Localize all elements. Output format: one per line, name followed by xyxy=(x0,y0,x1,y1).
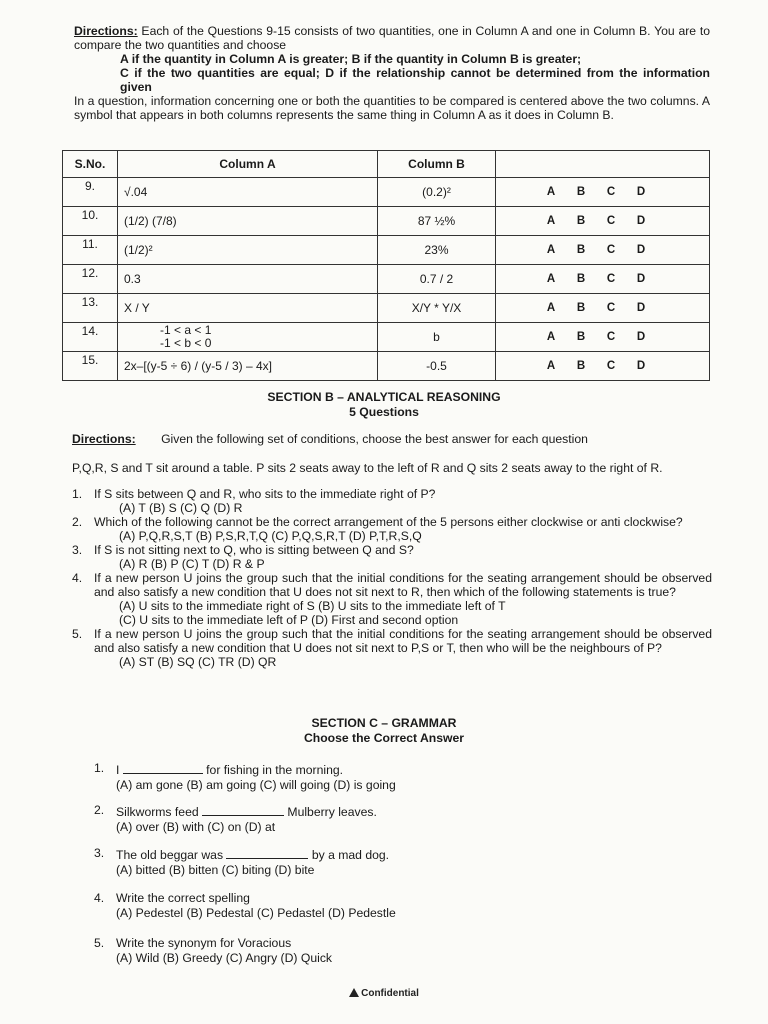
grammar-question xyxy=(94,761,714,793)
answer-a[interactable]: A xyxy=(546,331,556,343)
answer-b[interactable]: B xyxy=(576,273,586,285)
table-row xyxy=(63,236,710,265)
row-sno: 12. xyxy=(63,265,118,294)
answer-a[interactable]: A xyxy=(546,360,556,372)
table-row xyxy=(63,294,710,323)
option-ab-text: A if the quantity in Column A is greater; B if the quantity in Column B is greater; xyxy=(120,52,582,66)
row-sno: 9. xyxy=(63,178,118,207)
answer-d[interactable]: D xyxy=(636,273,646,285)
section-b-questions xyxy=(72,487,712,669)
section-c-title: SECTION C – GRAMMAR xyxy=(311,716,457,730)
row-column-b: (0.2)² xyxy=(378,178,496,207)
answer-a[interactable]: A xyxy=(546,186,556,198)
question-text xyxy=(116,846,389,863)
row-column-a: 2x–[(y-5 ÷ 6) / (y-5 / 3) – 4x] xyxy=(118,352,378,381)
question-text: If S is not sitting next to Q, who is sitting between Q and S? xyxy=(94,543,414,557)
header-column-b: Column B xyxy=(378,151,496,178)
row-sno: 11. xyxy=(63,236,118,265)
section-c-subtitle: Choose the Correct Answer xyxy=(303,731,465,745)
answer-c[interactable]: C xyxy=(606,244,616,256)
answer-d[interactable]: D xyxy=(636,331,646,343)
question-options: (A) U sits to the immediate right of S (B) U sits to the immediate left of T xyxy=(119,599,506,613)
option-cd-text: C if the two quantities are equal; D if the relationship cannot be determined from the information given xyxy=(120,66,710,94)
question-number: 3. xyxy=(94,846,105,860)
question-item xyxy=(72,571,712,599)
question-item xyxy=(72,487,712,501)
sentence-end: by a mad dog. xyxy=(311,848,390,862)
row-column-b: 23% xyxy=(378,236,496,265)
row-answer-options xyxy=(496,178,710,207)
question-options: (A) R (B) P (C) T (D) R & P xyxy=(119,557,265,571)
question-options: (C) U sits to the immediate left of P (D) First and second option xyxy=(119,613,459,627)
grammar-question xyxy=(94,803,714,835)
row-sno: 14. xyxy=(63,323,118,352)
row-sno: 15. xyxy=(63,352,118,381)
question-item xyxy=(72,543,712,557)
answer-a[interactable]: A xyxy=(546,302,556,314)
question-text xyxy=(116,761,343,778)
answer-b[interactable]: B xyxy=(576,244,586,256)
row-answer-options xyxy=(496,207,710,236)
answer-d[interactable]: D xyxy=(636,360,646,372)
intro-directions xyxy=(74,24,710,122)
question-number: 3. xyxy=(72,543,83,557)
question-number: 5. xyxy=(72,627,83,641)
question-number: 1. xyxy=(94,761,105,775)
row-column-a: 0.3 xyxy=(118,265,378,294)
question-options: (A) T (B) S (C) Q (D) R xyxy=(119,501,243,515)
grammar-question xyxy=(94,846,714,878)
answer-b[interactable]: B xyxy=(576,302,586,314)
question-text: Which of the following cannot be the correct arrangement of the 5 persons either clockwise or anti clockwise? xyxy=(94,515,683,529)
row-column-a xyxy=(118,323,378,352)
row-answer-options xyxy=(496,323,710,352)
grammar-question xyxy=(94,936,714,966)
row-column-b: X/Y * Y/X xyxy=(378,294,496,323)
question-text: If a new person U joins the group such that the initial conditions for the seating arrangement should be observed and also satisfy a new condition that U does not sit next to P,S or T, then who will be the neighbours of P? xyxy=(94,627,712,655)
question-text xyxy=(116,803,377,820)
intro-note: In a question, information concerning one or both the quantities to be compared is centered above the two columns. A symbol that appears in both columns represents the same thing in Column A as it does in Column B. xyxy=(74,94,710,122)
answer-d[interactable]: D xyxy=(636,302,646,314)
question-text: If S sits between Q and R, who sits to the immediate right of P? xyxy=(94,487,436,501)
section-b-title: SECTION B – ANALYTICAL REASONING xyxy=(267,390,501,404)
row-column-a: (1/2) (7/8) xyxy=(118,207,378,236)
answer-d[interactable]: D xyxy=(636,186,646,198)
row-column-b: 0.7 / 2 xyxy=(378,265,496,294)
answer-b[interactable]: B xyxy=(576,215,586,227)
answer-c[interactable]: C xyxy=(606,215,616,227)
row-answer-options xyxy=(496,352,710,381)
question-options: (A) Wild (B) Greedy (C) Angry (D) Quick xyxy=(116,951,333,965)
directions-label: Directions: xyxy=(74,24,138,38)
answer-b[interactable]: B xyxy=(576,331,586,343)
row-answer-options xyxy=(496,294,710,323)
footer-label: Confidential xyxy=(361,988,419,999)
answer-c[interactable]: C xyxy=(606,186,616,198)
section-b-directions-label: Directions: xyxy=(72,432,136,446)
table-row xyxy=(63,178,710,207)
question-options: (A) bitted (B) bitten (C) biting (D) bite xyxy=(116,863,315,877)
question-options: (A) ST (B) SQ (C) TR (D) QR xyxy=(119,655,277,669)
answer-a[interactable]: A xyxy=(546,215,556,227)
question-text: If a new person U joins the group such that the initial conditions for the seating arrangement should be observed and also satisfy a new condition that U does not sit next to R, then which of the following statements is true? xyxy=(94,571,712,599)
row-column-b: 87 ½% xyxy=(378,207,496,236)
question-options: (A) am gone (B) am going (C) will going (D) is going xyxy=(116,778,396,792)
row-column-b: b xyxy=(378,323,496,352)
answer-blank[interactable] xyxy=(123,761,203,774)
question-options: (A) P,Q,R,S,T (B) P,S,R,T,Q (C) P,Q,S,R,T (D) P,T,R,S,Q xyxy=(119,529,422,543)
question-options: (A) Pedestel (B) Pedestal (C) Pedastel (D) Pedestle xyxy=(116,906,396,920)
sentence-start: I xyxy=(116,763,120,777)
sentence-end: Mulberry leaves. xyxy=(287,805,377,819)
question-text: Write the correct spelling xyxy=(116,891,250,905)
sentence-end: for fishing in the morning. xyxy=(206,763,344,777)
table-row xyxy=(63,207,710,236)
row-column-a: (1/2)² xyxy=(118,236,378,265)
answer-c[interactable]: C xyxy=(606,331,616,343)
sentence-start: The old beggar was xyxy=(116,848,224,862)
question-number: 1. xyxy=(72,487,83,501)
confidential-footer xyxy=(0,987,768,1001)
row-sno: 10. xyxy=(63,207,118,236)
question-number: 2. xyxy=(72,515,83,529)
grammar-question xyxy=(94,891,714,921)
header-column-a: Column A xyxy=(118,151,378,178)
answer-blank[interactable] xyxy=(226,846,308,859)
header-sno: S.No. xyxy=(63,151,118,178)
question-options: (A) over (B) with (C) on (D) at xyxy=(116,820,276,834)
question-number: 5. xyxy=(94,936,105,950)
row-answer-options xyxy=(496,236,710,265)
question-item xyxy=(72,627,712,655)
row-column-b: -0.5 xyxy=(378,352,496,381)
answer-b[interactable]: B xyxy=(576,186,586,198)
section-b-directions xyxy=(72,432,712,446)
question-text: Write the synonym for Voracious xyxy=(116,936,292,950)
question-number: 4. xyxy=(72,571,83,585)
condition-b: -1 < b < 0 xyxy=(160,336,212,350)
row-column-a: X / Y xyxy=(118,294,378,323)
section-b-subtitle: 5 Questions xyxy=(349,405,419,419)
table-row xyxy=(63,323,710,352)
directions-text: Each of the Questions 9-15 consists of two quantities, one in Column A and one in Column B. You are to compare the two quantities and choose xyxy=(74,24,710,52)
warning-triangle-icon xyxy=(349,988,359,997)
table-row xyxy=(63,352,710,381)
answer-c[interactable]: C xyxy=(606,302,616,314)
comparison-table xyxy=(62,150,710,381)
answer-a[interactable]: A xyxy=(546,244,556,256)
row-sno: 13. xyxy=(63,294,118,323)
answer-c[interactable]: C xyxy=(606,360,616,372)
condition-a: -1 < a < 1 xyxy=(160,323,212,337)
table-header-row xyxy=(63,151,710,178)
directions-paragraph xyxy=(74,24,710,52)
sentence-start: Silkworms feed xyxy=(116,805,199,819)
answer-a[interactable]: A xyxy=(546,273,556,285)
answer-blank[interactable] xyxy=(202,803,284,816)
answer-b[interactable]: B xyxy=(576,360,586,372)
question-number: 4. xyxy=(94,891,105,905)
answer-c[interactable]: C xyxy=(606,273,616,285)
section-b-directions-text: Given the following set of conditions, choose the best answer for each question xyxy=(161,432,588,446)
row-column-a: √.04 xyxy=(118,178,378,207)
header-answers xyxy=(496,151,710,178)
answer-d[interactable]: D xyxy=(636,215,646,227)
question-number: 2. xyxy=(94,803,105,817)
question-item xyxy=(72,515,712,529)
section-b-intro: P,Q,R, S and T sit around a table. P sits 2 seats away to the left of R and Q sits 2 seats away to the right of R. xyxy=(72,461,663,475)
table-row xyxy=(63,265,710,294)
answer-d[interactable]: D xyxy=(636,244,646,256)
row-answer-options xyxy=(496,265,710,294)
